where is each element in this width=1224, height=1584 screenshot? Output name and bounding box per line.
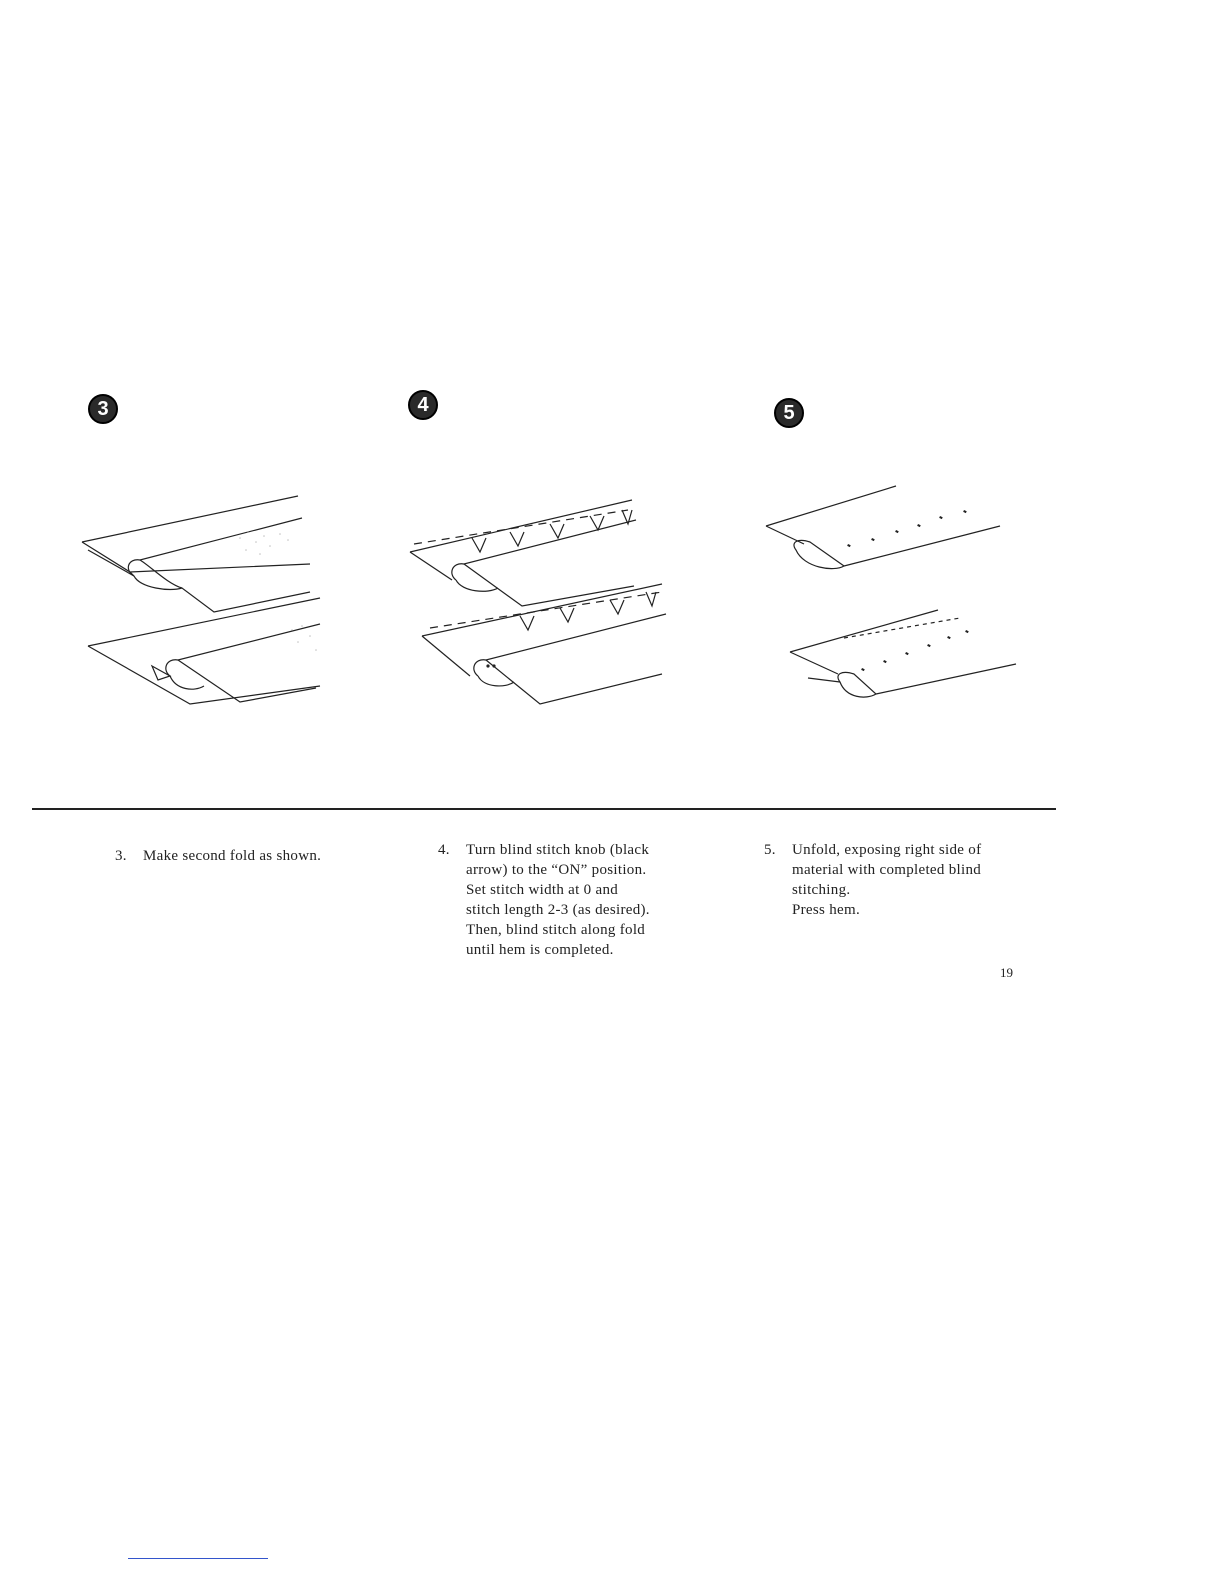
figure-4-illustration (400, 490, 680, 710)
step-5-line: material with completed blind (792, 862, 982, 878)
step-5-line: Press hem. (792, 902, 860, 918)
step-3-text (143, 846, 321, 866)
step-5-number: 5. (764, 842, 776, 858)
page-number: 19 (1000, 965, 1013, 980)
step-4-line: arrow) to the “ON” position. (466, 862, 647, 878)
figure-5-illustration (760, 478, 1020, 718)
step-5-line: Unfold, exposing right side of (792, 842, 982, 858)
figure-3-badge: 3 (88, 394, 118, 424)
step-4-line: Then, blind stitch along fold (466, 922, 646, 938)
figure-3-illustration (70, 480, 340, 720)
section-divider (32, 808, 1056, 810)
step-4-number: 4. (438, 842, 450, 858)
step-3-line: Make second fold as shown. (143, 848, 322, 864)
step-5-text (792, 840, 981, 920)
step-3-number: 3. (115, 848, 127, 864)
step-4-line: Set stitch width at 0 and (466, 882, 619, 898)
step-5-line: stitching. (792, 882, 851, 898)
step-4-line: Turn blind stitch knob (black (466, 842, 650, 858)
step-4-text (466, 840, 650, 960)
step-4-line: stitch length 2-3 (as desired). (466, 902, 650, 918)
figure-4-badge: 4 (408, 390, 438, 420)
footer-line (128, 1558, 268, 1559)
step-4-line: until hem is completed. (466, 942, 614, 958)
figure-5-badge: 5 (774, 398, 804, 428)
